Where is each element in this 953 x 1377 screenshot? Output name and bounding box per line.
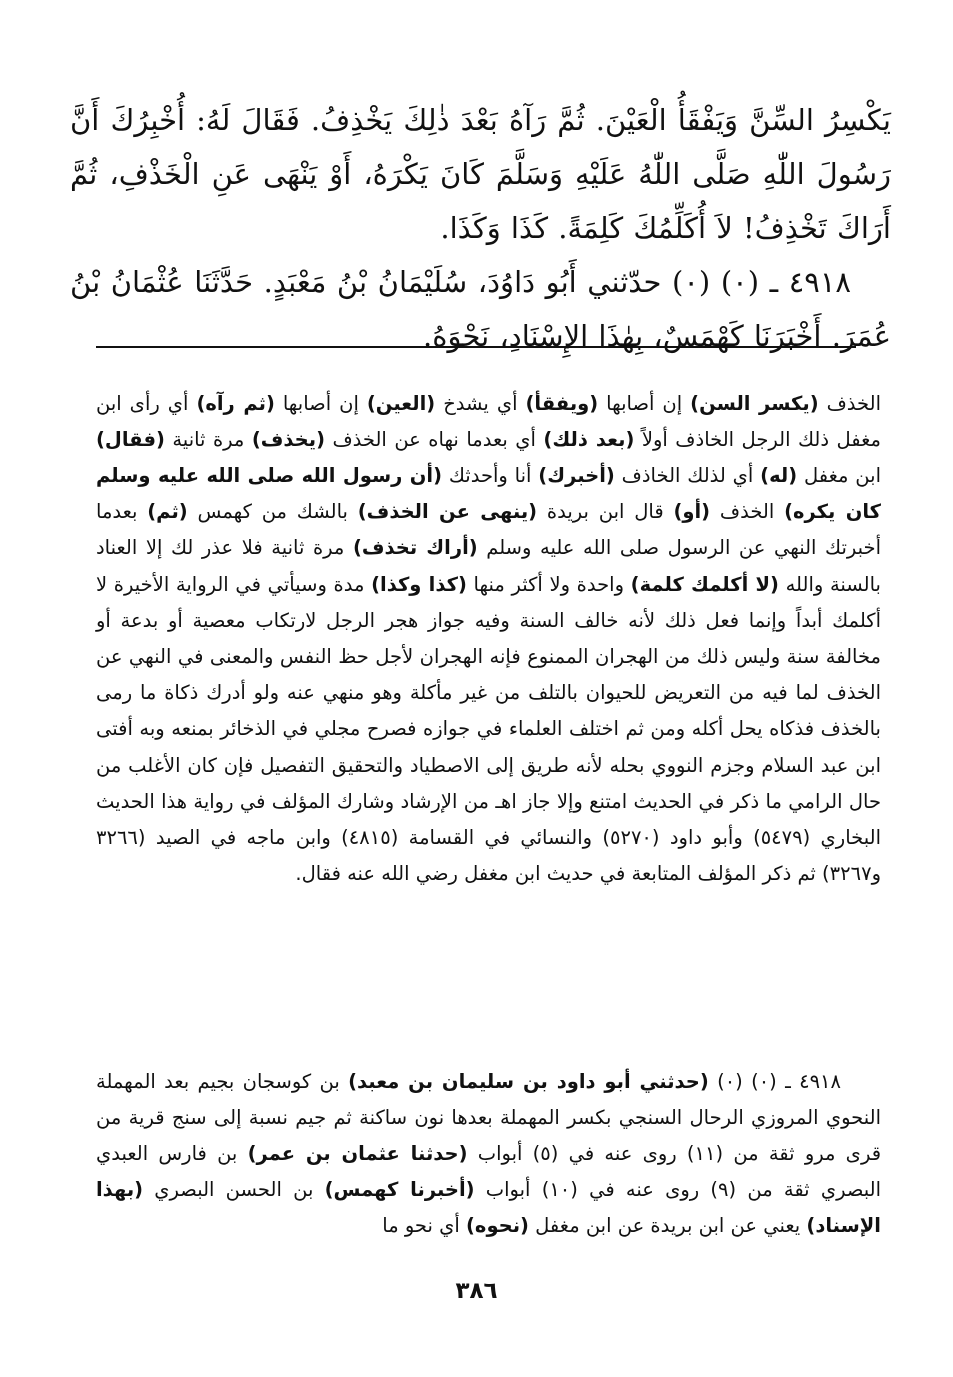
commentary-text-segment: بن كوسجان بجيم بعد المهملة النحوي المروزي الرحال السنجي بكسر المهملة بعدها نون ساكنة ثم جيم نسبة إلى سنج قرية من قرى مرو ثقة من (١١) روى عنه في (٥) أبواب (96, 1069, 882, 1165)
bold-quote-segment: (يكسر السن) (690, 391, 819, 415)
bold-quote-segment: (العين) (366, 391, 436, 415)
page-number: ٣٨٦ (455, 1278, 498, 1304)
commentary-text-segment: واحدة ولا أكثر منها (466, 572, 631, 596)
commentary-text-segment: أي رأى ابن مغفل ذلك الرجل الخاذف أولاً (96, 391, 881, 451)
bold-quote-segment: (له) (760, 463, 798, 487)
hadith-text-paragraph: يَكْسِرُ السِّنَّ وَيَفْقَأُ الْعَيْنَ. ثُمَّ رَآهُ بَعْدَ ذٰلِكَ يَخْذِفُ. فَقَالَ لَهُ: أُخْبِرُكَ أَنَّ رَسُولَ اللّٰهِ صَلَّى اللّٰهُ عَلَيْهِ وَسَلَّمَ كَانَ يَكْرَهُ، أَوْ يَنْهَى عَنِ الْخَذْفِ، ثُمَّ أَرَاكَ تَخْذِفُ! لاَ أُكَلِّمُكَ كَلِمَةً. كَذَا وَكَذَا. (70, 103, 891, 245)
bold-quote-segment: (أو) (673, 500, 711, 524)
commentary-paragraph-2 (96, 1064, 881, 1245)
bold-quote-segment: (بعد ذلك) (543, 427, 635, 451)
bold-quote-segment: (حدثنا عثمان بن عمر) (247, 1141, 468, 1165)
commentary-text-segment: بعدما أخبرتك النهي عن الرسول صلى الله عليه وسلم (96, 500, 881, 560)
bold-quote-segment: (كذا وكذا) (371, 572, 467, 596)
commentary-text-segment: مدة وسيأتي في الرواية الأخيرة لا أكلمك أبداً وإنما فعل ذلك لأنه خالف السنة وفيه جواز هجر الرجل لارتكاب معصية أو بدعة أو مخالفة سنة وليس ذلك من الهجران الممنوع فإنه الهجران لأجل حظ النفس والمعنى في النهي عن الخذف لما فيه من التعريض للحيوان بالتلف من غير مأكلة وهو منهي عنه ولو أدرك ذكاة ما رمى بالخذف فذكاه يحل أكله ومن ثم اختلف العلماء في جوازه فصرح مجلي في الذخائر بمنعه وبه أفتى ابن عبد السلام وجزم النووي بحله لأنه طريق إلى الاصطياد والتحقيق التفصيل فإن كان الأغلب من حال الرامي ما ذكر في الحديث امتنع وإلا جاز اهـ من الإرشاد وشارك المؤلف في رواية هذا الحديث البخاري (٥٤٧٩) وأبو داود (٥٢٧٠) والنسائي في القسامة (٤٨١٥) وابن ماجه في الصيد (٣٢٦٦ و٣٢٦٧) ثم ذكر المؤلف المتابعة في حديث ابن مغفل رضي الله عنه فقال. (96, 572, 881, 886)
commentary-text-segment: بالشك من كهمس (187, 500, 358, 524)
commentary-text-segment: إن أصابها (598, 391, 691, 415)
commentary-text-segment: أي يشدخ (435, 391, 526, 415)
bold-quote-segment: (ثم) (147, 500, 188, 524)
bold-quote-segment: (نحوه) (466, 1214, 529, 1238)
bold-quote-segment: (أخبرنا كهمس) (324, 1178, 475, 1202)
commentary-text-segment: ٤٩١٨ ـ (٠) (٠) (708, 1069, 841, 1093)
commentary-text-segment: الخذف (710, 500, 785, 524)
bold-quote-segment: (أن رسول الله صلى الله عليه وسلم كان يكره) (96, 463, 882, 524)
commentary-text-segment: مرة ثانية (164, 427, 252, 451)
commentary-text-segment: إن أصابها (274, 391, 367, 415)
bold-quote-segment: (ويفقأ) (525, 391, 599, 415)
commentary-text-segment: ابن مغفل (797, 463, 881, 487)
bold-quote-segment: (لا أكلمك كلمة) (630, 572, 779, 596)
commentary-text-segment: بن الحسن البصري (143, 1178, 325, 1202)
bold-quote-segment: (أراك تخذف) (352, 536, 478, 560)
bold-quote-segment: (أخبرك) (538, 463, 615, 487)
commentary-text-segment: أي نحو ما (382, 1214, 467, 1238)
commentary-text-segment: أي لذلك الخاذف (614, 463, 761, 487)
footnote-divider (96, 346, 856, 348)
commentary-text-segment: الخذف (818, 391, 881, 415)
hadith-chain-paragraph: ٤٩١٨ ـ (٠) (٠) حدّثني أَبُو دَاوُدَ، سُلَيْمَانُ بْنُ مَعْبَدٍ. حَدَّثَنَا عُثْمَانُ بْنُ عُمَرَ. أَخْبَرَنَا كَهْمَسٌ، بِهٰذَا الإِسْنَادِ، نَحْوَهُ. (70, 265, 891, 353)
bold-quote-segment: (حدثني أبو داود بن سليمان بن معبد) (348, 1069, 709, 1093)
commentary-text-segment: أنا وأحدثك (442, 463, 539, 487)
commentary-text-segment: أي بعدما نهاه عن الخذف (324, 427, 544, 451)
commentary-paragraph-1 (96, 386, 881, 893)
bold-quote-segment: (بهذا الإسناد) (96, 1178, 881, 1238)
bold-quote-segment: (ينهى عن الخذف) (357, 500, 538, 524)
bold-quote-segment: (يخذف) (251, 427, 325, 451)
bold-quote-segment: (فقال) (96, 427, 165, 451)
commentary-text-segment: بن فارس العبدي البصري ثقة من (٩) روى عنه في (١٠) أبواب (96, 1141, 882, 1202)
commentary-text-segment: يعني عن ابن بريدة عن ابن مغفل (528, 1214, 807, 1238)
commentary-text-segment: قال ابن بريدة (537, 500, 674, 524)
commentary-text-segment: مرة ثانية فلا عذر لك إلا العناد بالسنة والله (96, 536, 881, 596)
bold-quote-segment: (ثم رآه) (196, 391, 275, 415)
